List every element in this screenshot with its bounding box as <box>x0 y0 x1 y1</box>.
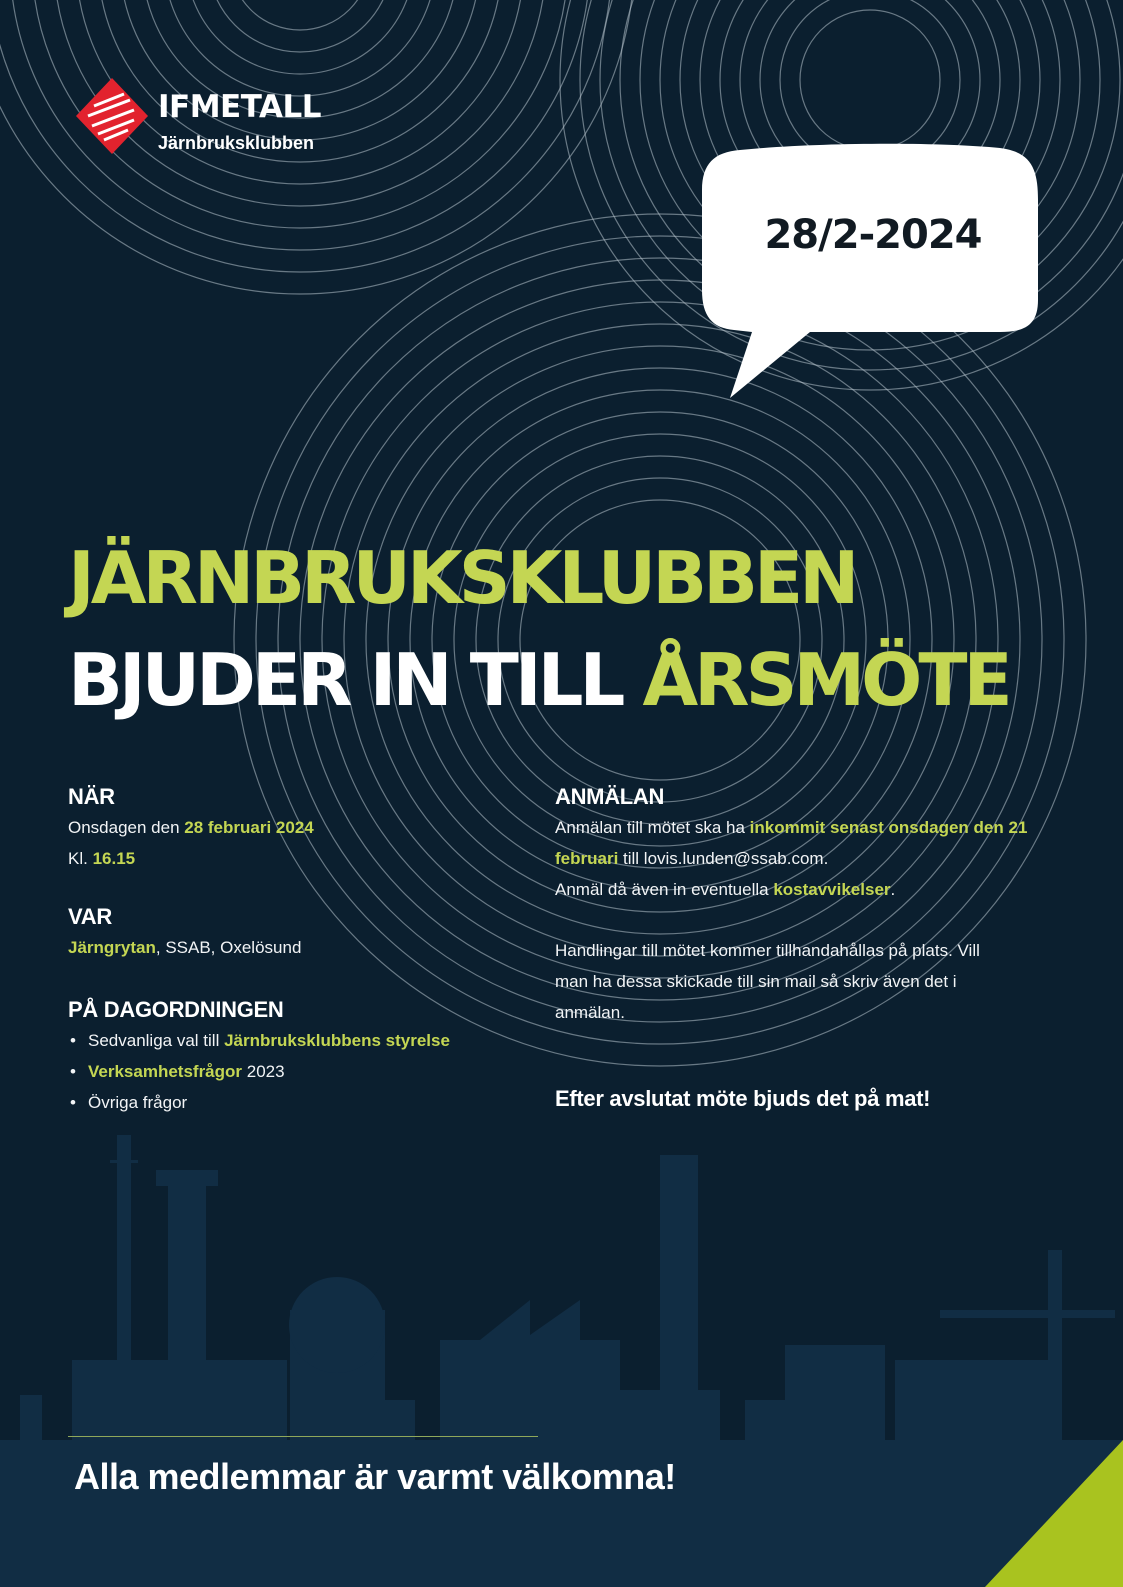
when-date-line <box>68 812 538 843</box>
agenda-item <box>68 1025 538 1056</box>
agenda-item-text: Övriga frågor <box>88 1093 188 1112</box>
when-time-line <box>68 843 538 874</box>
meeting-date: 28/2-2024 <box>764 212 982 258</box>
when-title: NÄR <box>68 784 115 809</box>
where-location: , SSAB, Oxelösund <box>155 938 302 957</box>
industrial-skyline <box>0 1135 1123 1587</box>
headline-annual-meeting: ÅRSMÖTE <box>642 638 1009 722</box>
documents-line-3: anmälan. <box>555 1003 625 1022</box>
registration-line-3 <box>555 874 1045 905</box>
logo-club-name: Järnbruksklubben <box>158 133 315 153</box>
registration-text: Anmäl då även in eventuella <box>555 880 774 899</box>
agenda-item-text: Sedvanliga val till <box>88 1031 225 1050</box>
agenda-item-text: 2023 <box>242 1062 285 1081</box>
registration-text: . <box>890 880 896 899</box>
registration-line-2 <box>555 843 1045 874</box>
ifmetall-logo <box>74 76 374 156</box>
ring <box>186 0 414 74</box>
headline-line-2 <box>68 638 1068 722</box>
when-date: 28 februari 2024 <box>184 818 314 837</box>
headline-invite-text: BJUDER IN TILL <box>68 638 622 722</box>
where-line <box>68 932 538 963</box>
documents-line-2: man ha dessa skickade till sin mail så skriv även det i <box>555 972 957 991</box>
welcome-message: Alla medlemmar är varmt välkomna! <box>74 1456 676 1497</box>
agenda-item <box>68 1056 538 1087</box>
agenda-title: PÅ DAGORDNINGEN <box>68 997 284 1022</box>
speech-bubble <box>700 140 1050 410</box>
bullet-icon: • <box>70 1093 76 1112</box>
registration-diet: kostavvikelser <box>773 880 891 899</box>
when-time: 16.15 <box>92 849 136 868</box>
where-title: VAR <box>68 904 112 929</box>
left-column <box>68 782 538 1118</box>
food-note: Efter avslutat möte bjuds det på mat! <box>555 1086 931 1111</box>
right-column <box>555 782 1045 1112</box>
headline-line-1: JÄRNBRUKSKLUBBEN <box>68 536 856 620</box>
when-time-prefix: Kl. <box>68 849 93 868</box>
ring <box>230 0 370 30</box>
registration-deadline-month: februari <box>555 849 619 868</box>
registration-email: till lovis.lunden@ssab.com. <box>618 849 829 868</box>
logo-brand: IFMETALL <box>158 89 321 125</box>
agenda-item <box>68 1087 538 1118</box>
when-date-prefix: Onsdagen den <box>68 818 185 837</box>
agenda-list <box>68 1025 538 1118</box>
bullet-icon: • <box>70 1031 76 1050</box>
registration-text: Anmälan till mötet ska ha <box>555 818 750 837</box>
registration-title: ANMÄLAN <box>555 784 665 809</box>
agenda-item-highlight: Järnbruksklubbens styrelse <box>224 1031 450 1050</box>
bullet-icon: • <box>70 1062 76 1081</box>
where-venue: Järngrytan <box>68 938 156 957</box>
ring <box>800 10 940 150</box>
registration-deadline: inkommit senast onsdagen den 21 <box>749 818 1028 837</box>
footer-divider <box>68 1436 538 1437</box>
ring <box>208 0 392 52</box>
ifmetall-logo-mark-icon <box>74 76 150 156</box>
agenda-item-highlight: Verksamhetsfrågor <box>88 1062 243 1081</box>
registration-line-1 <box>555 812 1045 843</box>
documents-line-1: Handlingar till mötet kommer tillhandahållas på plats. Vill <box>555 941 980 960</box>
